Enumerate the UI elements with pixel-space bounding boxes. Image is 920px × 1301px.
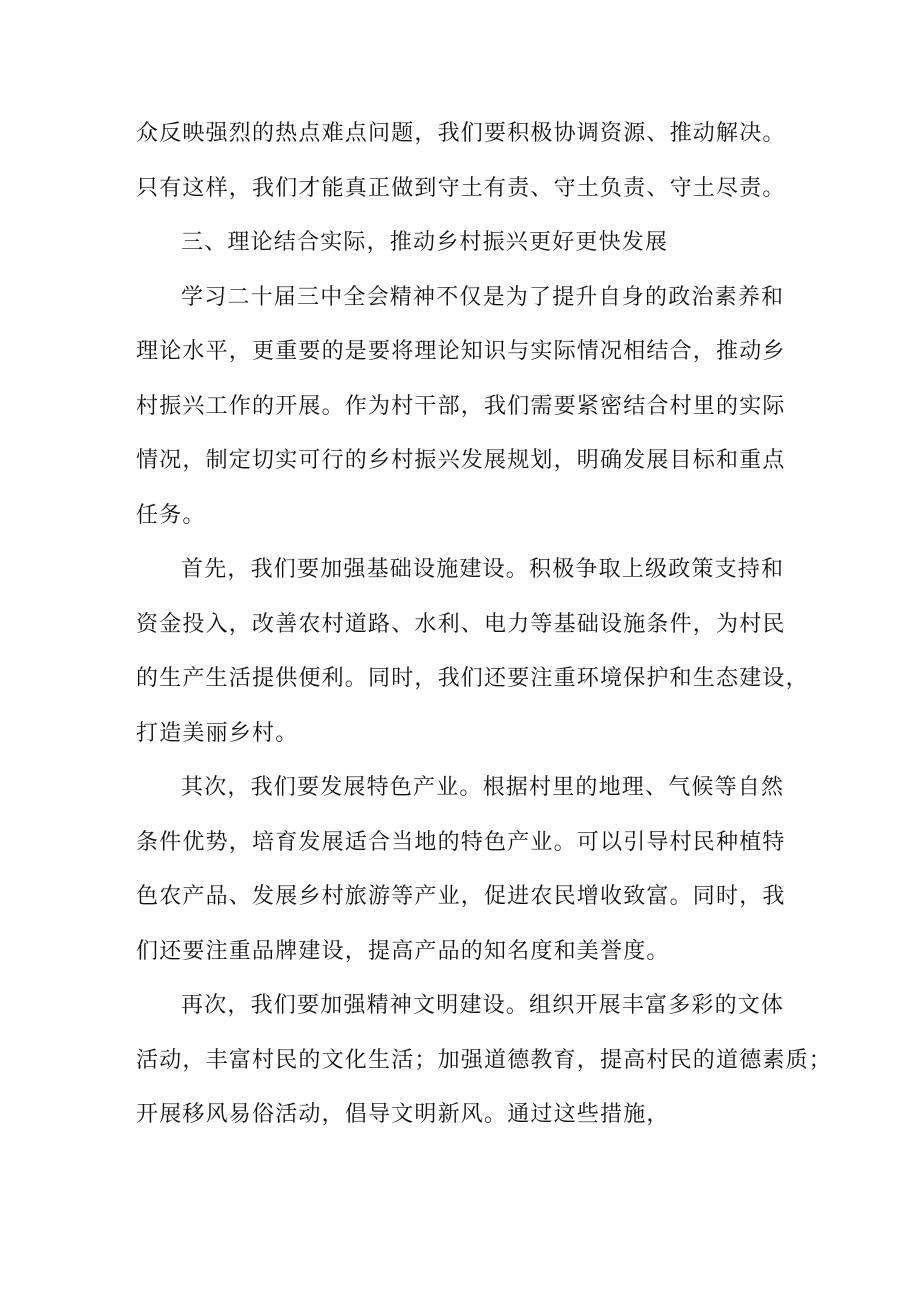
- text-line: 资金投入，改善农村道路、水利、电力等基础设施条件，为村民: [136, 611, 786, 637]
- text-line: 情况，制定切实可行的乡村振兴发展规划，明确发展目标和重点: [136, 448, 786, 473]
- text-line: 打造美丽乡村。: [136, 720, 299, 746]
- paragraph-infrastructure: [136, 543, 809, 761]
- section-heading: [136, 216, 796, 271]
- text-line: 其次，我们要发展特色产业。根据村里的地理、气候等自然: [181, 775, 785, 800]
- text-line: 众反映强烈的热点难点问题，我们要积极协调资源、推动解决。: [136, 121, 786, 146]
- text-line: 开展移风易俗活动，倡导文明新风。通过这些措施，: [136, 1102, 670, 1127]
- heading-text: 三、理论结合实际，推动乡村振兴更好更快发展: [181, 230, 669, 255]
- paragraph-continuation: [136, 107, 796, 216]
- document-body: [136, 107, 833, 1143]
- text-line: 任务。: [136, 502, 206, 528]
- text-line: 活动，丰富村民的文化生活；加强道德教育，提高村民的道德素质；: [136, 1047, 833, 1073]
- text-line: 色农产品、发展乡村旅游等产业，促进农民增收致富。同时，我: [136, 884, 786, 909]
- text-line: 只有这样，我们才能真正做到守土有责、守土负责、守土尽责。: [136, 175, 786, 201]
- paragraph-civilization: [136, 979, 833, 1143]
- text-line: 理论水平，更重要的是要将理论知识与实际情况相结合，推动乡: [136, 339, 786, 364]
- paragraph-industry: [136, 761, 796, 979]
- text-line: 的生产生活提供便利。同时，我们还要注重环境保护和生态建设，: [136, 666, 809, 691]
- text-line: 条件优势，培育发展适合当地的特色产业。可以引导村民种植特: [136, 829, 786, 855]
- paragraph-theory-practice: [136, 271, 796, 544]
- text-line: 村振兴工作的开展。作为村干部，我们需要紧密结合村里的实际: [136, 393, 786, 419]
- text-line: 们还要注重品牌建设，提高产品的知名度和美誉度。: [136, 938, 670, 964]
- text-line: 学习二十届三中全会精神不仅是为了提升自身的政治素养和: [181, 284, 785, 310]
- text-line: 再次，我们要加强精神文明建设。组织开展丰富多彩的文体: [181, 993, 785, 1018]
- text-line: 首先，我们要加强基础设施建设。积极争取上级政策支持和: [181, 557, 785, 582]
